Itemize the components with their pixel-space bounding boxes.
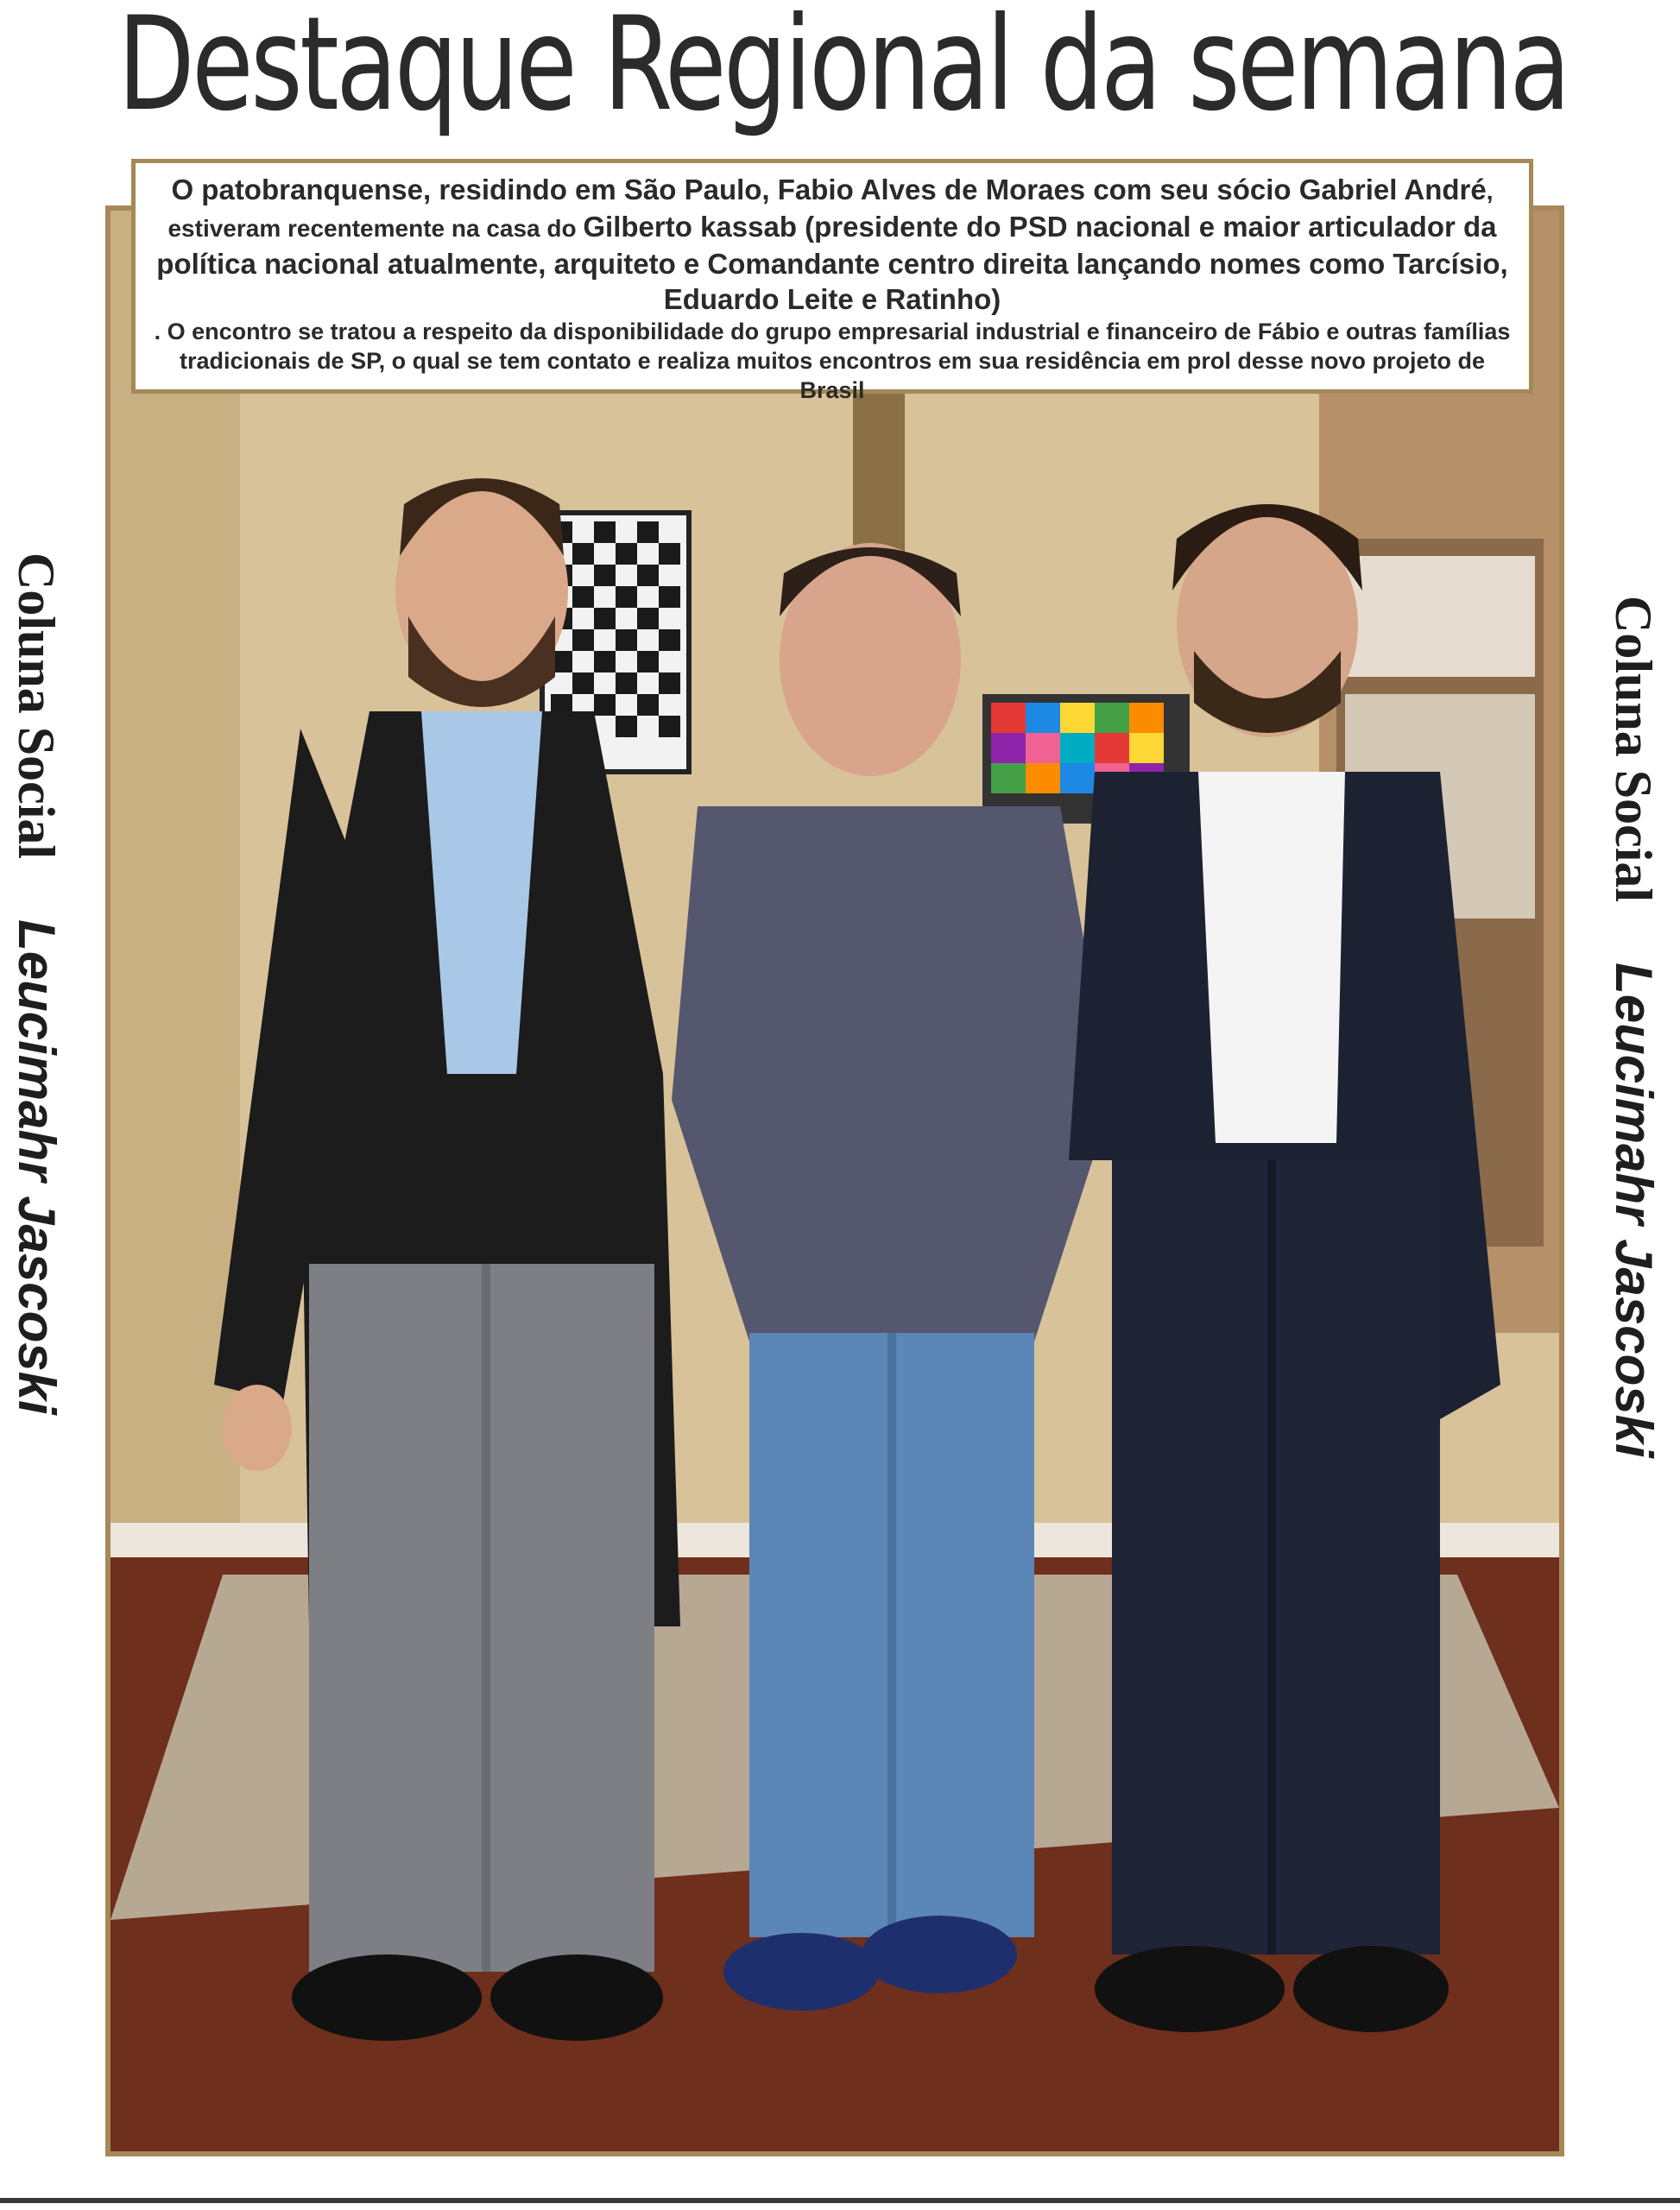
caption-part-4: . O encontro se tratou a respeito da disponibilidade do grupo empresarial industrial e financeiro de Fábio e outras famílias tradicionais de SP, o qual se tem contato e realiza muitos encontros em sua residência em prol desse novo projeto de Brasil [154,319,1511,403]
photo [105,205,1564,2156]
caption-part-3: Gilberto kassab (presidente do PSD nacional e maior articulador da política nacional atualmente, arquiteto e Comandante centro direita lançando nomes como Tarcísio, Eduardo Leite e Ratinho) [156,211,1508,315]
caption-part-2: , estiveram recentemente na casa do [167,178,1494,242]
column-label-right: Coluna Social [1605,596,1662,903]
caption-part-1: O patobranquense, residindo em São Paulo, Fabio Alves de Moraes com seu sócio Gabriel André [171,174,1487,205]
column-label-left: Coluna Social [8,552,65,860]
bottom-rule [0,2198,1680,2203]
author-label-left: Leucimahr Jascoski [8,919,66,1415]
caption-box [131,159,1533,403]
side-text-right [1599,596,1668,1718]
author-label-right: Leucimahr Jascoski [1605,963,1663,1458]
side-text-left [2,552,71,1675]
headline: Destaque Regional da semana [117,0,1569,140]
